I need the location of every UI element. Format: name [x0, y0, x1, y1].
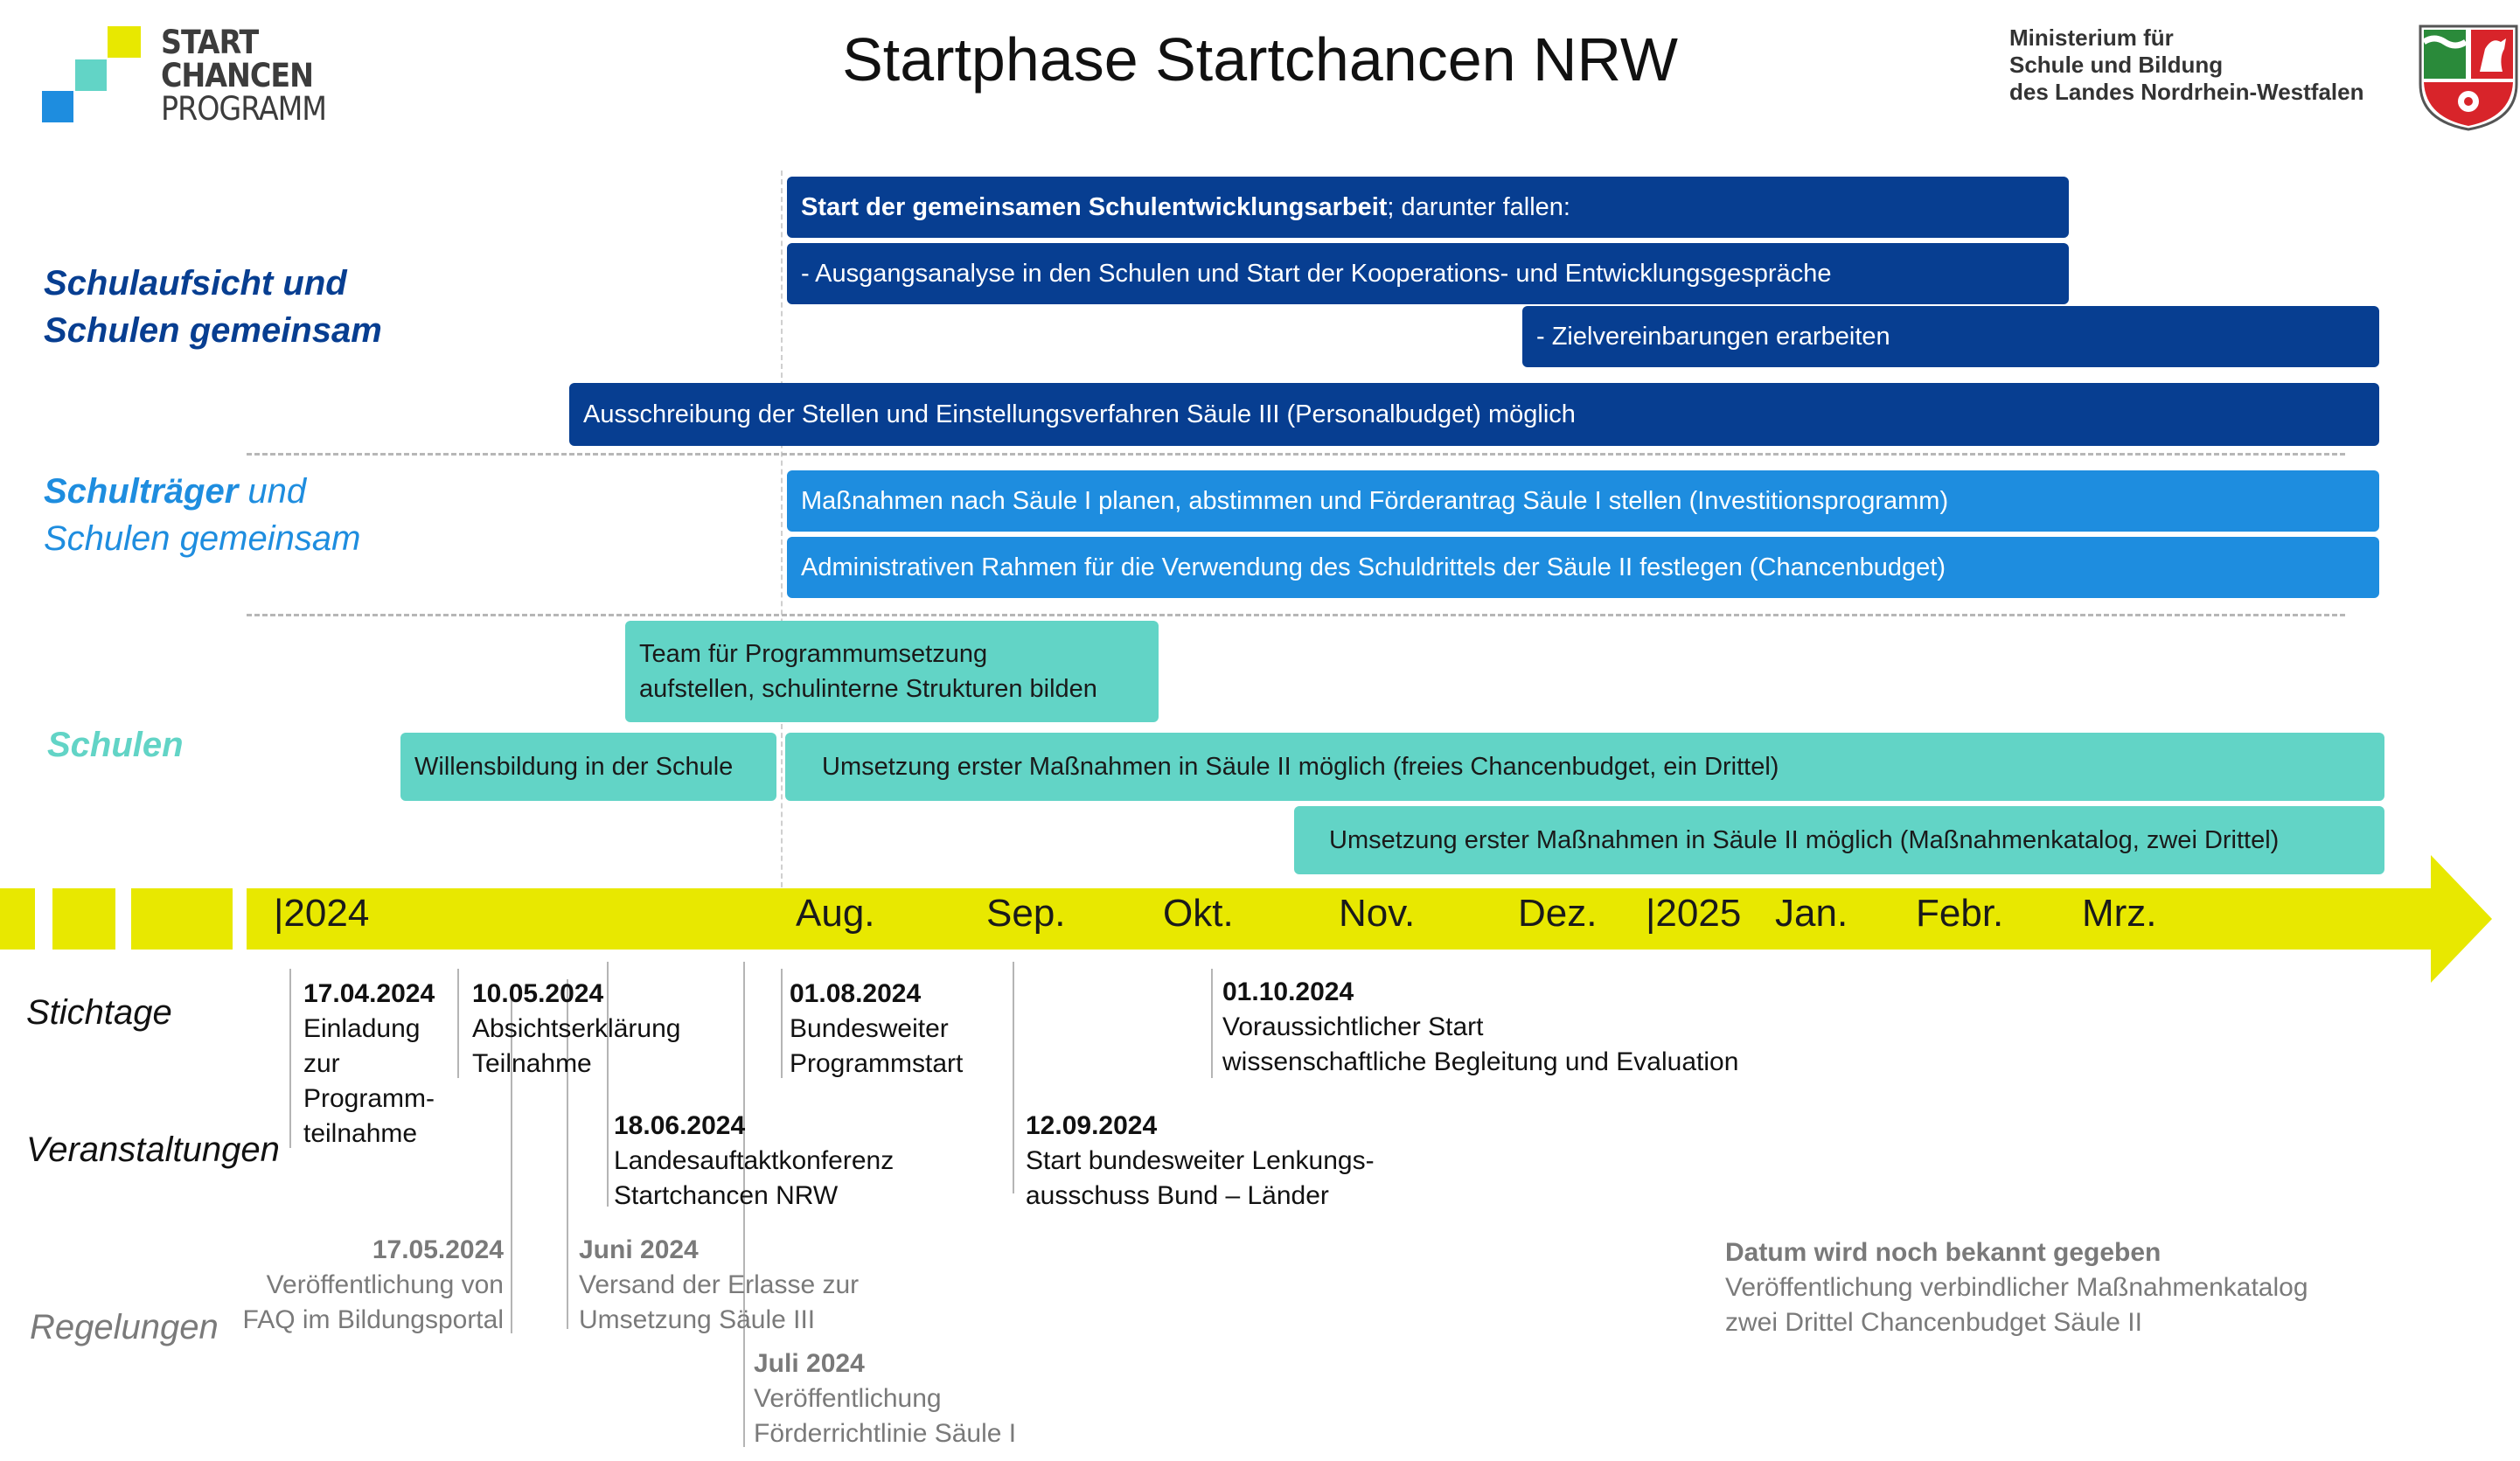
event-r2-line2: Umsetzung Säule III — [579, 1305, 816, 1334]
month-jan: Jan. — [1775, 892, 1848, 935]
month-2025: |2025 — [1646, 892, 1742, 935]
event-e1-line3: Programm- — [303, 1084, 435, 1113]
event-r1-line2: FAQ im Bildungsportal — [242, 1305, 504, 1334]
event-r2-line1: Versand der Erlasse zur — [579, 1270, 860, 1299]
month-2024: |2024 — [274, 892, 370, 935]
event-r1-date: 17.05.2024 — [372, 1235, 504, 1264]
event-e2-line2: Teilnahme — [472, 1049, 592, 1078]
timeline-block-2 — [52, 888, 115, 950]
month-dez: Dez. — [1518, 892, 1598, 935]
logo-line-3: PROGRAMM — [161, 90, 327, 128]
ministry-name — [2009, 24, 2364, 106]
bar-team-line1: Team für Programmumsetzung — [639, 640, 988, 668]
event-e4-line2: wissenschaftliche Begleitung und Evaluation — [1222, 1047, 1739, 1076]
ministry-line-1: Ministerium für — [2009, 24, 2174, 51]
event-line-e2 — [457, 969, 459, 1078]
event-e3-line2: Programmstart — [790, 1049, 964, 1078]
bar-umsetzung-katalog: Umsetzung erster Maßnahmen in Säule II möglich (Maßnahmenkatalog, zwei Drittel) — [1294, 806, 2384, 874]
event-e3 — [790, 977, 963, 1082]
event-r3-date: Juli 2024 — [754, 1349, 865, 1378]
event-e6-date: 12.09.2024 — [1026, 1111, 1158, 1140]
row-label-schultraeger-bold: Schulträger — [44, 472, 239, 511]
row-label-schultraeger-line2: Schulen gemeinsam — [44, 519, 361, 558]
event-r1-line1: Veröffentlichung von — [266, 1270, 504, 1299]
month-sep: Sep. — [986, 892, 1066, 935]
event-r1 — [210, 1233, 504, 1338]
event-r4-line2: zwei Drittel Chancenbudget Säule II — [1725, 1308, 2142, 1337]
page-title: Startphase Startchancen NRW — [842, 25, 1678, 94]
bar-massnahmen-saeule1: Maßnahmen nach Säule I planen, abstimmen und Förderantrag Säule I stellen (Investitionsprogramm) — [787, 470, 2379, 532]
bar-start-schulentwicklung — [787, 177, 2069, 238]
event-e1-line4: teilnahme — [303, 1119, 418, 1148]
timeline-block-1 — [0, 888, 35, 950]
row-divider-2 — [247, 614, 2345, 616]
row-label-schulaufsicht-line1: Schulaufsicht und — [44, 264, 347, 303]
bar-admin-rahmen: Administrativen Rahmen für die Verwendung des Schuldrittels der Säule II festlegen (Chancenbudget) — [787, 537, 2379, 598]
event-r3-line1: Veröffentlichung — [754, 1384, 942, 1413]
nrw-crest-icon — [2417, 23, 2520, 131]
month-mrz: Mrz. — [2082, 892, 2157, 935]
event-e1 — [303, 977, 435, 1151]
month-aug: Aug. — [796, 892, 875, 935]
event-r4-line1: Veröffentlichung verbindlicher Maßnahmenkatalog — [1725, 1273, 2308, 1302]
event-e5-date: 18.06.2024 — [614, 1111, 746, 1140]
month-febr: Febr. — [1916, 892, 2004, 935]
month-nov: Nov. — [1339, 892, 1416, 935]
logo-line-1: START — [161, 24, 259, 61]
event-e5 — [614, 1109, 894, 1214]
row-divider-1 — [247, 453, 2345, 456]
row-label-schulaufsicht — [44, 260, 382, 354]
event-r3 — [754, 1346, 1016, 1451]
event-e2-line1: Absichtserklärung — [472, 1014, 681, 1043]
event-e2-date: 10.05.2024 — [472, 979, 604, 1008]
event-line-e3 — [781, 969, 783, 1078]
bar-start-schulentwicklung-rest: ; darunter fallen: — [1387, 192, 1570, 221]
logo-line-2: CHANCEN — [161, 57, 313, 94]
bar-team-line2: aufstellen, schulinterne Strukturen bilden — [639, 675, 1097, 703]
event-e6 — [1026, 1109, 1375, 1214]
event-e1-line2: zur — [303, 1049, 340, 1078]
event-e4-date: 01.10.2024 — [1222, 977, 1354, 1006]
event-r4-date: Datum wird noch bekannt gegeben — [1725, 1238, 2161, 1267]
event-e4-line1: Voraussichtlicher Start — [1222, 1012, 1484, 1041]
event-line-e4 — [1211, 969, 1213, 1078]
ministry-line-2: Schule und Bildung — [2009, 52, 2224, 78]
ministry-line-3: des Landes Nordrhein-Westfalen — [2009, 79, 2364, 105]
event-e4 — [1222, 975, 1738, 1080]
programmstart-marker-line — [781, 170, 783, 905]
logo-square-blue — [42, 91, 73, 122]
bar-umsetzung-frei: Umsetzung erster Maßnahmen in Säule II möglich (freies Chancenbudget, ein Drittel) — [785, 733, 2384, 801]
bar-zielvereinbarungen: - Zielvereinbarungen erarbeiten — [1522, 306, 2379, 367]
event-e3-date: 01.08.2024 — [790, 979, 922, 1008]
event-e6-line1: Start bundesweiter Lenkungs- — [1026, 1146, 1375, 1175]
row-label-schulaufsicht-line2: Schulen gemeinsam — [44, 311, 382, 350]
bar-willensbildung: Willensbildung in der Schule — [400, 733, 776, 801]
event-e5-line2: Startchancen NRW — [614, 1181, 839, 1210]
event-e3-line1: Bundesweiter — [790, 1014, 949, 1043]
month-okt: Okt. — [1163, 892, 1234, 935]
event-e5-line1: Landesauftaktkonferenz — [614, 1146, 895, 1175]
row-label-schultraeger-rest: und — [238, 472, 307, 511]
bar-ausgangsanalyse: - Ausgangsanalyse in den Schulen und Start der Kooperations- und Entwicklungsgespräche — [787, 243, 2069, 304]
bar-ausschreibung: Ausschreibung der Stellen und Einstellungsverfahren Säule III (Personalbudget) möglich — [569, 383, 2379, 446]
timeline-block-3 — [131, 888, 233, 950]
event-r2 — [579, 1233, 859, 1338]
row-label-schultraeger — [44, 468, 360, 562]
event-line-e1 — [289, 969, 291, 1148]
row-label-schulen: Schulen — [47, 726, 184, 764]
event-e1-line1: Einladung — [303, 1014, 421, 1043]
event-r3-line2: Förderrichtlinie Säule I — [754, 1419, 1017, 1448]
event-e6-line2: ausschuss Bund – Länder — [1026, 1181, 1329, 1210]
event-r2-date: Juni 2024 — [579, 1235, 699, 1264]
event-e2 — [472, 977, 680, 1082]
side-label-regelungen: Regelungen — [30, 1308, 219, 1346]
event-r4 — [1725, 1235, 2308, 1340]
side-label-veranstaltungen: Veranstaltungen — [26, 1131, 280, 1169]
bar-team-programmumsetzung — [625, 621, 1159, 722]
event-e1-date: 17.04.2024 — [303, 979, 435, 1008]
bar-start-schulentwicklung-bold: Start der gemeinsamen Schulentwicklungsarbeit — [801, 192, 1388, 221]
event-line-e6 — [1013, 962, 1014, 1193]
side-label-stichtage: Stichtage — [26, 993, 172, 1032]
